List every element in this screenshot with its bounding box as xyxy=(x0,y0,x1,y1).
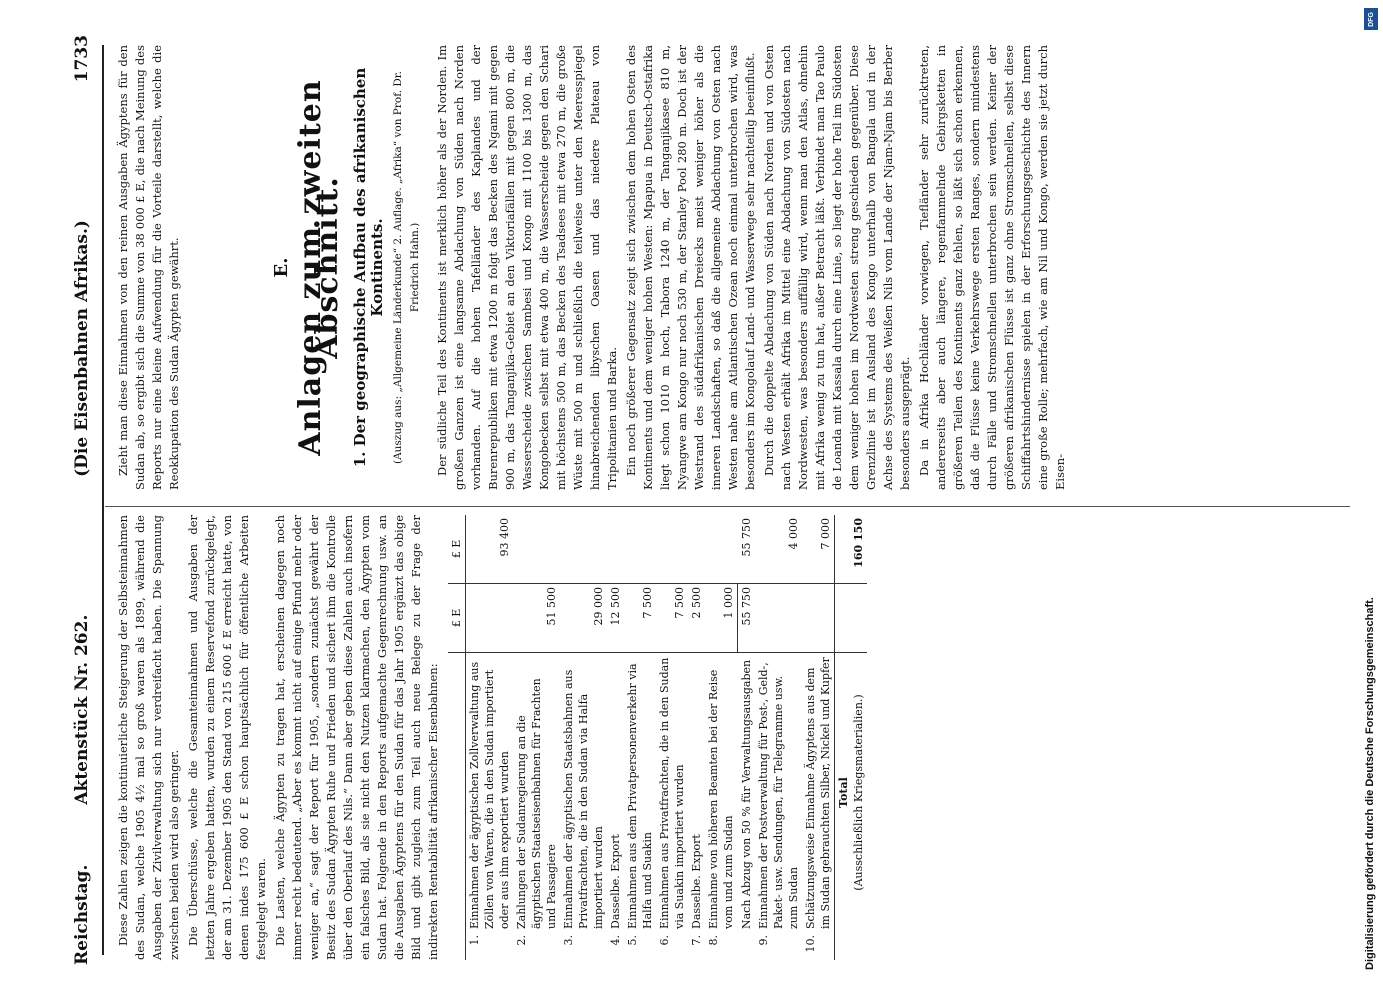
paragraph: Die Lasten, welche Ägypten zu tragen hat, erscheinen dagegen noch immer recht bedeutend. „Aber es kommt nicht auf einige Pfund mehr oder weniger an,“ sagt der Report für 1905, „sondern zunächst gewährt der Besitz des Sudan Ägypten Ruhe und Frieden und sichert ihm die Kontrolle über den Oberlauf des Nils.“ Dann aber geben diese Zahlen auch insofern ein falsches Bild, als sie nicht den Nutzen klarmachen, den Ägypten vom Sudan hat. Folgende in den Reports aufgemachte Gegenrechnung usw. an die Ausgaben Ägyptens für den Sudan für das Jahr 1905 ergänzt das obige Bild und gibt zugleich zum Teil auch neue Belege zu der Frage der indirekten Rentabilität afrikanischer Eisenbahnen: xyxy=(273,515,440,960)
row-description: Dasselbe. Export xyxy=(609,834,622,929)
paragraph: Diese Zahlen zeigen die kontinuierliche Steigerung der Selbsteinnahmen des Sudan, welche 1905 4½ mal so groß waren als 1899, während die Ausgaben der Zivilverwaltung sich nur verdreifacht haben. Die Spannung zwischen beiden wird also geringer. xyxy=(116,515,181,960)
row-number: 4. xyxy=(609,935,622,946)
row-value: 29 000 xyxy=(560,584,607,653)
subsection-title: 1. Der geographische Aufbau des afrikanischen Kontinents. xyxy=(351,67,386,468)
row-description: Nach Abzug von 50 % für Verwaltungsausgaben xyxy=(739,659,753,929)
row-value: 51 500 xyxy=(513,584,560,653)
row-value xyxy=(705,515,737,584)
table-row xyxy=(737,515,755,960)
table-row xyxy=(607,515,624,960)
table-header-row xyxy=(448,515,466,960)
table-row xyxy=(688,515,705,960)
row-number: 6. xyxy=(658,935,671,946)
paragraph: Ein noch größerer Gegensatz zeigt sich zwischen dem hohen Osten des Kontinents und dem weniger hohen Westen: Mpapua in Deutsch-Ostafrika liegt schon 1010 m hoch, Tabora 1240 m, der Tanganjikasee 810 m, Nyangwe am Kongo nur noch 530 m, der Stanley Pool 280 m. Doch ist der Westrand des südafrikanischen Dreiecks meist weniger höher als die inneren Landschaften, so daß die allgemeine Abdachung von Osten nach Westen nahe am Atlantischen Ozean noch einmal unterbrochen wird, was besonders im Kongolauf Land- und Wasserwege sehr nachteilig beeinflußt. xyxy=(624,45,757,490)
row-description: Einnahmen aus Privatfrachten, die in den Sudan via Suakin importiert wurden xyxy=(658,657,686,929)
table-row xyxy=(466,515,514,960)
row-value xyxy=(466,584,514,653)
row-description: Einnahmen aus dem Privatpersonenverkehr via Halfa und Suakin xyxy=(626,663,654,929)
row-value: 7 500 xyxy=(624,584,656,653)
row-number: 3. xyxy=(562,935,575,946)
digitization-text: Digitalisierung gefördert durch die Deutsche Forschungsgemeinschaft. xyxy=(1364,597,1376,970)
row-value xyxy=(607,515,624,584)
row-value xyxy=(802,584,835,653)
table-row xyxy=(560,515,607,960)
digitization-note xyxy=(1362,30,1380,970)
row-number: 9. xyxy=(756,935,770,946)
paragraph: Zieht man diese Einnahmen von den reinen Ausgaben Ägyptens für den Sudan ab, so ergibt sich die Summe von 38 000 £ E, die nach Meinung des Reports nur eine kleine Aufwendung für die Vorteile darstellt, welche die Reokkupation des Sudan Ägypten gewährt. xyxy=(116,45,181,490)
left-column xyxy=(115,515,867,960)
table-row xyxy=(624,515,656,960)
row-value: 4 000 xyxy=(755,515,802,584)
row-number: 8. xyxy=(707,935,720,946)
header-rule xyxy=(102,45,104,955)
row-description: Einnahme von höheren Beamten bei der Reise vom und zum Sudan xyxy=(707,669,735,929)
dfg-logo xyxy=(1364,8,1378,30)
row-value xyxy=(755,584,802,653)
row-description: Einnahmen der Postverwaltung für Post-, Geld-, Paket- usw. Sendungen, für Telegramme usw. zum Sudan xyxy=(756,662,800,929)
row-value: 93 400 xyxy=(466,515,514,584)
row-value: 55 750 xyxy=(737,584,755,653)
paragraph: Da in Afrika Hochländer vorwiegen, Tiefländer sehr zurücktreten, andererseits aber auch längere, regenfammelnde Gebirgsketten in größeren Teilen des Kontinents ganz fehlen, so läßt sich schon erkennen, daß die Flüsse keine Verkehrswege ersten Ranges, sondern mindestens durch Fälle und Stromschnellen unterbrochen sein werden. Keiner der größeren afrikanischen Flüsse ist ganz ohne Stromschnellen, selbst diese Schiffahrtshindernisse spielen in der Erforschungsgeschichte des Innern eine große Rolle; mehrfach, wie am Nil und Kongo, werden sie jetzt durch Eisen- xyxy=(917,45,1067,490)
row-value xyxy=(688,515,705,584)
row-value: 55 750 xyxy=(737,515,755,584)
table-row xyxy=(755,515,802,960)
document-page xyxy=(20,5,1360,985)
row-value: 7 000 xyxy=(802,515,835,584)
row-description: Zahlungen der Sudanregierung an die ägyptischen Staatseisenbahnen für Frachten und Passagiere xyxy=(515,678,558,929)
row-number: 2. xyxy=(515,935,528,946)
logo-text: DFG xyxy=(1367,11,1375,27)
row-value: 12 500 xyxy=(607,584,624,653)
section-title: Anlagen zum zweiten Abschnitt. xyxy=(293,79,345,456)
row-value xyxy=(656,515,688,584)
section-letter: E. xyxy=(271,257,292,278)
unit-header: £ E xyxy=(448,515,466,584)
paragraph: Die Überschüsse, welche die Gesamteinnahmen und Ausgaben der letzten Jahre ergeben hatten, wurden zu einem Reservefond zurückgelegt, der am 31. Dezember 1905 den Stand von 215 600 £ E erreicht hatte, von denen indes 175 600 £ E schon hauptsächlich für öffentliche Arbeiten festgelegt waren. xyxy=(186,515,268,960)
revenue-table xyxy=(448,515,867,960)
row-description: Einnahmen der ägyptischen Zollverwaltung aus Zöllen von Waren, die in den Sudan importiert oder aus ihm exportiert wurden xyxy=(468,661,511,929)
total-note: (Ausschließlich Kriegsmaterialien.) xyxy=(851,694,865,891)
paragraph: Der südliche Teil des Kontinents ist merklich höher als der Norden. Im großen Ganzen ist eine langsame Abdachung von Süden nach Norden vorhanden. Auf die hohen Tafelländer des Kaplandes und der Burenrepubliken mit etwa 1200 m folgt das Becken des Ngami mit gegen 900 m, das Tanganjika-Gebiet an den Viktoriafällen mit gegen 800 m, die Wasserscheide zwischen Sambesi und Kongo mit 1100 bis 1300 m, das Kongobecken selbst mit etwa 400 m, die Wasserscheide gegen den Schari mit höchstens 500 m, das Becken des Tsadsees mit etwa 270 m, die große Wüste mit 500 m und schließlich die teilweise unter den Meeresspiegel hinabreichenden libyschen Oasen und das niedere Plateau von Tripolitanien und Barka. xyxy=(435,45,619,490)
unit-header: £ E xyxy=(448,584,466,653)
table-total-row xyxy=(834,515,867,960)
page-number: 1733 xyxy=(72,35,92,83)
row-value: 1 000 xyxy=(705,584,737,653)
row-value: 7 500 xyxy=(656,584,688,653)
table-row xyxy=(513,515,560,960)
row-number: 7. xyxy=(690,935,703,946)
row-number: 1. xyxy=(468,935,481,946)
page-header xyxy=(65,35,99,965)
row-number xyxy=(737,932,755,960)
column-divider xyxy=(105,506,1350,507)
header-topic: (Die Eisenbahnen Afrikas.) xyxy=(72,220,92,477)
row-value xyxy=(513,515,560,584)
row-description: Schätzungsweise Einnahme Ägyptens aus dem im Sudan gebrauchten Silber, Nickel und Kupfer xyxy=(803,657,832,929)
source-citation: (Auszug aus: „Allgemeine Länderkunde“ 2. Auflage. „Afrika“ von Prof. Dr. Friedrich Hahn.) xyxy=(392,70,421,465)
header-parliament: Reichstag. xyxy=(72,864,92,965)
total-label: Total xyxy=(836,777,850,808)
row-description: Einnahmen der ägyptischen Staatsbahnen aus Privatfrachten, die in den Sudan via Halfa importiert wurden xyxy=(562,669,605,929)
row-description: Dasselbe. Export xyxy=(690,834,703,929)
row-number: 10. xyxy=(803,935,817,953)
table-row xyxy=(802,515,835,960)
row-number: 5. xyxy=(626,935,639,946)
row-value xyxy=(560,515,607,584)
paragraph: Durch die doppelte Abdachung von Süden nach Norden und von Osten nach Westen erhält Afrika im Mittel eine Abdachung von Südosten nach Nordwesten, was besonders auffällig wird, wenn man den Atlas, ohnehin mit Afrika wenig zu tun hat, außer Betracht läßt. Verbindet man Tao Paulo de Loanda mit Kassala durch eine Linie, so liegt der hohe Teil im Südosten dem weniger hohen im Nordwesten streng geschieden gegenüber. Diese Grenzlinie ist im Ausland des Kongo unterhalb von Bangala und in der Achse des Systems des Weißen Nils vom Lande der Njam-Njam bis Berber besonders ausgeprägt. xyxy=(762,45,912,490)
table-row xyxy=(705,515,737,960)
row-value: 2 500 xyxy=(688,584,705,653)
total-value: 160 150 xyxy=(834,515,867,584)
right-column xyxy=(115,45,1071,490)
table-row xyxy=(656,515,688,960)
row-value xyxy=(624,515,656,584)
header-document-number: Aktenstück Nr. 262. xyxy=(72,614,92,805)
